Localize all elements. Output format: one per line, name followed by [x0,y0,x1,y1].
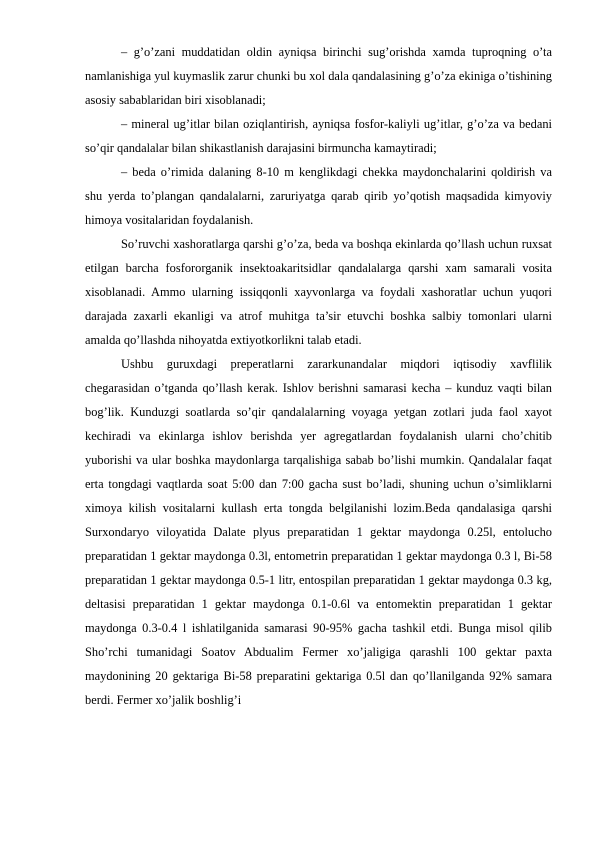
paragraph-1: – g’o’zani muddatidan oldin ayniqsa birinchi sug’orishda xamda tuproqning o’ta namlanishiga yul kuymaslik zarur chunki bu xol dala qandalasining g’o’za ekiniga o’tishining asosiy sabablaridan biri xisoblanadi; [85,45,552,107]
paragraph-2: – mineral ug’itlar bilan oziqlantirish, ayniqsa fosfor-kaliyli ug’itlar, g’o’za va bedani so’qir qandalalar bilan shikastlanish darajasini birmuncha kamaytiradi; [85,117,552,155]
paragraph-4: So’ruvchi xashoratlarga qarshi g’o’za, beda va boshqa ekinlarda qo’llash uchun ruxsat etilgan barcha fosfororganik insektoakaritsidlar qandalalarga qarshi xam samarali vosita xisoblanadi. Ammo ularning issiqqonli xayvonlarga va foydali xashoratlar uchun yuqori darajada zaxarli ekanligi va atrof muhitga ta’sir etuvchi boshka salbiy tomonlari ularni amalda qo’llashda nihoyatda extiyotkorlikni talab etadi. [85,237,552,347]
paragraph-5: Ushbu guruxdagi preperatlarni zararkunandalar miqdori iqtisodiy xavflilik chegarasidan o’tganda qo’llash kerak. Ishlov berishni samarasi kecha – kunduz vaqti bilan bog’lik. Kunduzgi soatlarda so’qir qandalalarning voyaga yetgan zotlari juda faol xayot kechiradi va ekinlarga ishlov berishda yer agregatlardan foydalanish ularni cho’chitib yuborishi va ular boshka maydonlarga tarqalishiga sabab bo’lishi mumkin. Qandalalar faqat erta tongdagi vaqtlarda soat 5:00 dan 7:00 gacha sust bo’ladi, shuning uchun o’simliklarni ximoya kilish vositalarni kullash erta tongda belgilanishi lozim.Beda qandalasiga qarshi Surxondaryo viloyatida Dalate plyus preparatidan 1 gektar maydonga 0.25l, entolucho preparatidan 1 gektar maydonga 0.3l, entometrin preparatidan 1 gektar maydonga 0.3 l, Bi-58 preparatidan 1 gektar maydonga 0.5-1 litr, entospilan preparatidan 1 gektar maydonga 0.3 kg, deltasisi preparatidan 1 gektar maydonga 0.1-0.6l va entomektin preparatidan 1 gektar maydonga 0.3-0.4 l ishlatilganida samarasi 90-95% gacha tashkil etdi. Bunga misol qilib Sho’rchi tumanidagi Soatov Abdualim Fermer xo’jaligiga qarashli 100 gektar paxta maydonining 20 gektariga Bi-58 preparatini gektariga 0.5l dan qo’llanilganda 92% samara berdi. Fermer xo’jalik boshlig’i [85,357,552,707]
document-body [85,40,552,712]
paragraph-3: – beda o’rimida dalaning 8-10 m kenglikdagi chekka maydonchalarini qoldirish va shu yerda to’plangan qandalalarni, zaruriyatga qarab qirib yo’qotish maqsadida kimyoviy himoya vositalaridan foydalanish. [85,165,552,227]
